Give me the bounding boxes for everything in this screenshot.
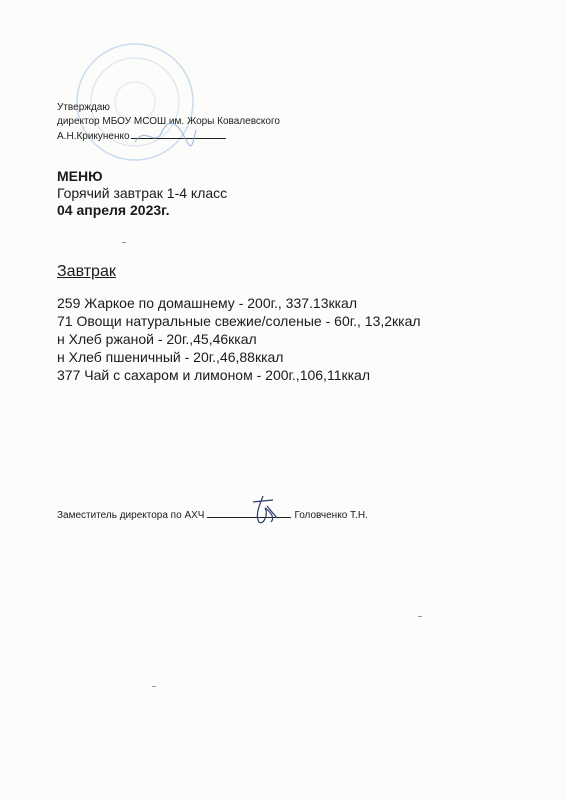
menu-item: 259 Жаркое по домашнему - 200г., 337.13ккал — [57, 295, 358, 311]
menu-title: МЕНЮ — [57, 168, 103, 184]
approval-line-1: Утверждаю — [57, 102, 110, 113]
menu-item: 71 Овощи натуральные свежие/соленые - 60г., 13,2ккал — [57, 313, 421, 329]
scan-speck — [152, 686, 156, 687]
deputy-name: Головченко Т.Н. — [294, 510, 368, 521]
section-title: Завтрак — [57, 263, 116, 280]
footer-signature-block — [57, 508, 368, 521]
menu-item: 377 Чай с сахаром и лимоном - 200г.,106,11ккал — [57, 367, 370, 383]
menu-item: н Хлеб ржаной - 20г.,45,46ккал — [57, 331, 257, 347]
director-name: А.Н.Крикуненко — [57, 131, 130, 142]
deputy-signature-icon — [245, 492, 285, 528]
menu-item: н Хлеб пшеничный - 20г.,46,88ккал — [57, 349, 284, 365]
scan-speck — [418, 616, 422, 617]
menu-items-list — [57, 294, 421, 384]
director-signature-icon — [130, 120, 200, 150]
scan-speck — [122, 242, 126, 243]
menu-subtitle: Горячий завтрак 1-4 класс — [57, 185, 228, 201]
approval-line-2: директор МБОУ МСОШ им. Жоры Ковалевского — [57, 116, 280, 127]
menu-date: 04 апреля 2023г. — [57, 202, 170, 218]
menu-header — [57, 168, 227, 219]
deputy-position: Заместитель директора по АХЧ — [57, 510, 205, 521]
